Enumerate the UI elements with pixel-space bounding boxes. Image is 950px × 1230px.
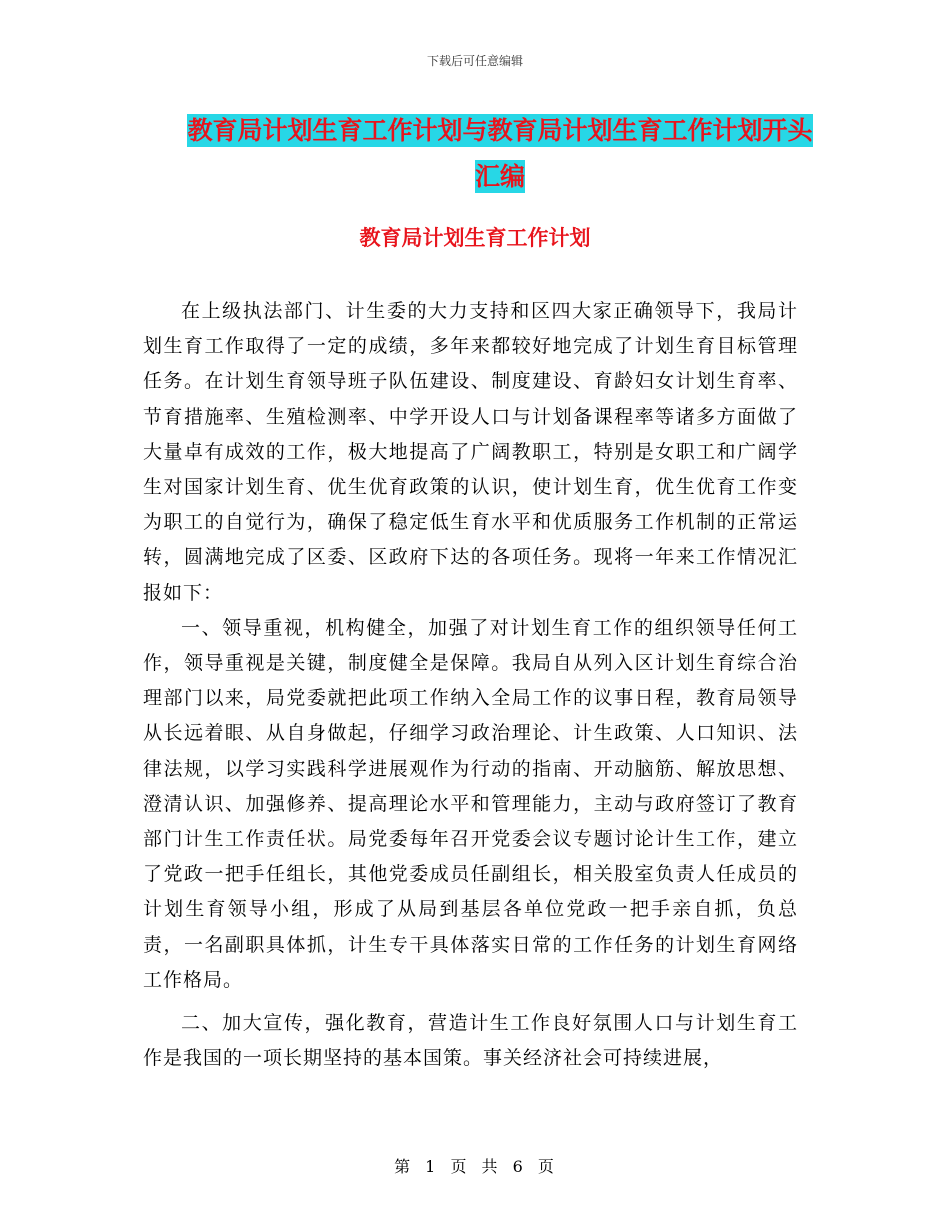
page-number: 第 1 页 共 6 页 <box>394 1157 556 1176</box>
document-title-text: 教育局计划生育工作计划与教育局计划生育工作计划开头汇编 <box>187 116 813 191</box>
header-note: 下载后可任意编辑 <box>426 54 523 68</box>
paragraph-intro: 在上级执法部门、计生委的大力支持和区四大家正确领导下，我局计划生育工作取得了一定的成绩，多年来都较好地完成了计划生育目标管理任务。在计划生育领导班子队伍建设、制度建设、育龄妇女计划生育率、节育措施率、生殖检测率、中学开设人口与计划备课程率等诸多方面做了大量卓有成效的工作，极大地提高了广阔教职工，特别是女职工和广阔学生对国家计划生育、优生优育政策的认识，使计划生育，优生优育工作变为职工的自觉行为，确保了稳定低生育水平和优质服务工作机制的正常运转，圆满地完成了区委、区政府下达的各项任务。现将一年来工作情况汇报如下： <box>143 300 798 604</box>
section-title: 教育局计划生育工作计划 <box>359 226 591 250</box>
paragraph-publicity: 二、加大宣传，强化教育，营造计生工作良好氛围人口与计划生育工作是我国的一项长期坚持的基本国策。事关经济社会可持续进展， <box>143 1012 798 1070</box>
document-body <box>143 294 798 1076</box>
document-title <box>180 108 820 200</box>
paragraph-leadership: 一、领导重视，机构健全，加强了对计划生育工作的组织领导任何工作，领导重视是关键，制度健全是保障。我局自从列入区计划生育综合治理部门以来，局党委就把此项工作纳入全局工作的议事日程，教育局领导从长远着眼、从自身做起，仔细学习政治理论、计生政策、人口知识、法律法规，以学习实践科学进展观作为行动的指南、开动脑筋、解放思想、澄清认识、加强修养、提高理论水平和管理能力，主动与政府签订了教育部门计生工作责任状。局党委每年召开党委会议专题讨论计生工作，建立了党政一把手任组长，其他党委成员任副组长，相关股室负责人任成员的计划生育领导小组，形成了从局到基层各单位党政一把手亲自抓，负总责，一名副职具体抓，计生专干具体落实日常的工作任务的计划生育网络工作格局。 <box>143 616 798 991</box>
